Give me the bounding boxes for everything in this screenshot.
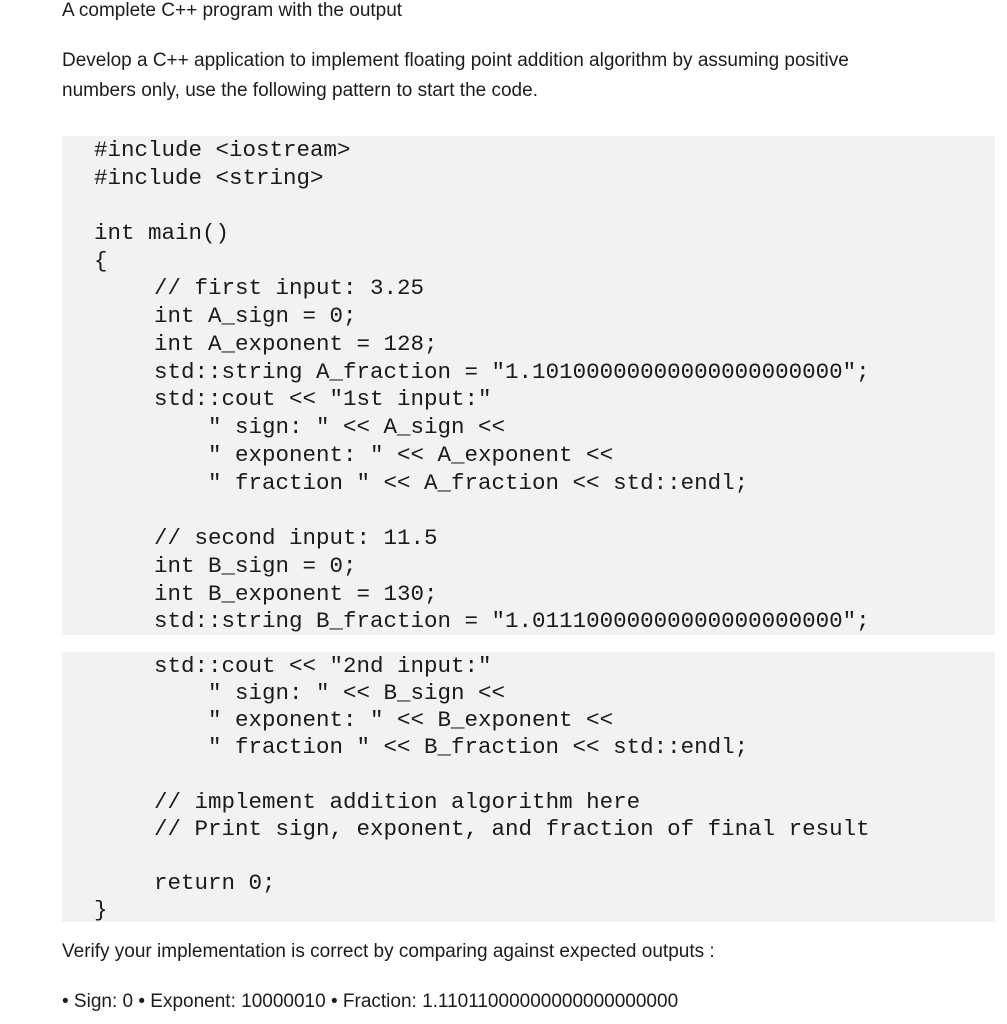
code-line: int B_sign = 0; — [154, 553, 357, 579]
expected-output: • Sign: 0 • Exponent: 10000010 • Fraction: 1.11011000000000000000000 — [62, 991, 679, 1012]
code-line: std::cout << "1st input:" — [154, 386, 492, 412]
code-line: #include <iostream> — [94, 137, 351, 163]
code-line: int B_exponent = 130; — [154, 581, 438, 607]
intro-line-1: Develop a C++ application to implement floating point addition algorithm by assuming positive — [62, 50, 849, 71]
code-line: // first input: 3.25 — [154, 275, 425, 301]
code-line: std::string B_fraction = "1.01110000000000000000000"; — [154, 608, 870, 634]
code-line: int A_sign = 0; — [154, 303, 357, 329]
code-line: int main() — [94, 220, 230, 246]
code-block-1 — [62, 136, 995, 635]
code-line: } — [94, 897, 108, 923]
code-line: std::string A_fraction = "1.10100000000000000000000"; — [154, 359, 870, 385]
code-line: #include <string> — [94, 165, 324, 191]
code-line: " fraction " << B_fraction << std::endl; — [208, 734, 749, 760]
code-line: " sign: " << B_sign << — [208, 680, 506, 706]
code-line: " exponent: " << A_exponent << — [208, 442, 614, 468]
code-line: // implement addition algorithm here — [154, 789, 641, 815]
verify-text: Verify your implementation is correct by comparing against expected outputs : — [62, 941, 715, 962]
code-line: { — [94, 248, 108, 274]
heading: A complete C++ program with the output — [62, 0, 403, 21]
code-line: " fraction " << A_fraction << std::endl; — [208, 470, 749, 496]
intro-line-2: numbers only, use the following pattern to start the code. — [62, 80, 538, 101]
code-line: // Print sign, exponent, and fraction of final result — [154, 816, 870, 842]
code-line: return 0; — [154, 870, 276, 896]
code-line: int A_exponent = 128; — [154, 331, 438, 357]
code-line: std::cout << "2nd input:" — [154, 653, 492, 679]
code-block-2 — [62, 652, 995, 922]
code-line: " exponent: " << B_exponent << — [208, 707, 614, 733]
code-line: " sign: " << A_sign << — [208, 414, 506, 440]
code-line: // second input: 11.5 — [154, 525, 438, 551]
